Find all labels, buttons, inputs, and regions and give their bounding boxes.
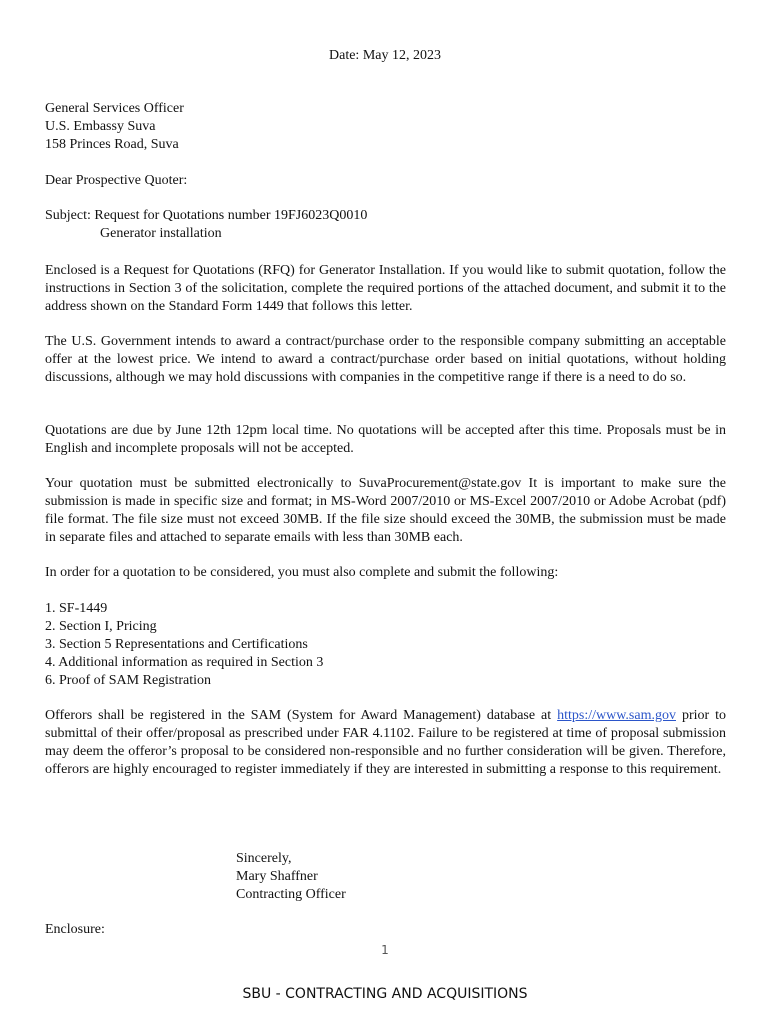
subject-block [45, 207, 726, 243]
enclosure-label: Enclosure: [45, 922, 105, 937]
paragraph-submission-format: Your quotation must be submitted electronically to SuvaProcurement@state.gov It is important to make sure the submission is made in specific size and format; in MS-Word 2007/2010 or MS-Excel 2007/2010 or Adobe Acrobat (pdf) file format. The file size must not exceed 30MB. If the file size should exceed the 30MB, the submission must be made in separate files and attached to separate emails with less than 30MB each. [45, 476, 726, 545]
sam-text-after: prior to submittal of their offer/proposal as prescribed under FAR 4.1102. Failure to be registered at time of proposal submission may deem the offeror’s proposal to be considered non-responsible and no further consideration will be given. Therefore, offerors are highly encouraged to register immediately if they are interested in submitting a response to this requirement. [45, 708, 727, 777]
subject-detail: Generator installation [100, 226, 222, 241]
list-item: 1. SF-1449 [45, 601, 108, 616]
sam-gov-link[interactable]: https://www.sam.gov [557, 708, 676, 723]
list-item: 6. Proof of SAM Registration [45, 673, 212, 688]
address-line-1: General Services Officer [45, 101, 184, 116]
paragraph-rfq-intro: Enclosed is a Request for Quotations (RFQ) for Generator Installation. If you would like to submit quotation, follow the instructions in Section 3 of the solicitation, complete the required portions of the attached document, and submit it to the address shown on the Standard Form 1449 that follows this letter. [45, 263, 726, 314]
salutation: Dear Prospective Quoter: [45, 173, 188, 188]
signer-name: Mary Shaffner [236, 869, 318, 884]
subject-line: Subject: Request for Quotations number 19FJ6023Q0010 [45, 208, 368, 223]
letter-date: Date: May 12, 2023 [329, 48, 441, 63]
signature-block [236, 850, 346, 904]
address-line-3: 158 Princes Road, Suva [45, 137, 179, 152]
paragraph-sam-registration [45, 707, 726, 779]
paragraph-due-date: Quotations are due by June 12th 12pm local time. No quotations will be accepted after this time. Proposals must be in English and incomplete proposals will not be accepted. [45, 423, 726, 456]
page-number: 1 [381, 943, 389, 957]
address-line-2: U.S. Embassy Suva [45, 119, 156, 134]
requirements-list [45, 600, 726, 690]
list-item: 4. Additional information as required in Section 3 [45, 655, 324, 670]
sam-text-before: Offerors shall be registered in the SAM (System for Award Management) database at [45, 708, 558, 723]
valediction: Sincerely, [236, 851, 292, 866]
signer-title: Contracting Officer [236, 887, 346, 902]
paragraph-award-intent: The U.S. Government intends to award a contract/purchase order to the responsible company submitting an acceptable offer at the lowest price. We intend to award a contract/purchase order based on initial quotations, without holding discussions, although we may hold discussions with companies in the competitive range if there is a need to do so. [45, 334, 726, 385]
paragraph-requirements-intro: In order for a quotation to be considered, you must also complete and submit the following: [45, 565, 559, 580]
recipient-address [45, 100, 726, 154]
list-item: 2. Section I, Pricing [45, 619, 157, 634]
footer-classification: SBU - CONTRACTING AND ACQUISITIONS [242, 986, 528, 1002]
list-item: 3. Section 5 Representations and Certifications [45, 637, 308, 652]
